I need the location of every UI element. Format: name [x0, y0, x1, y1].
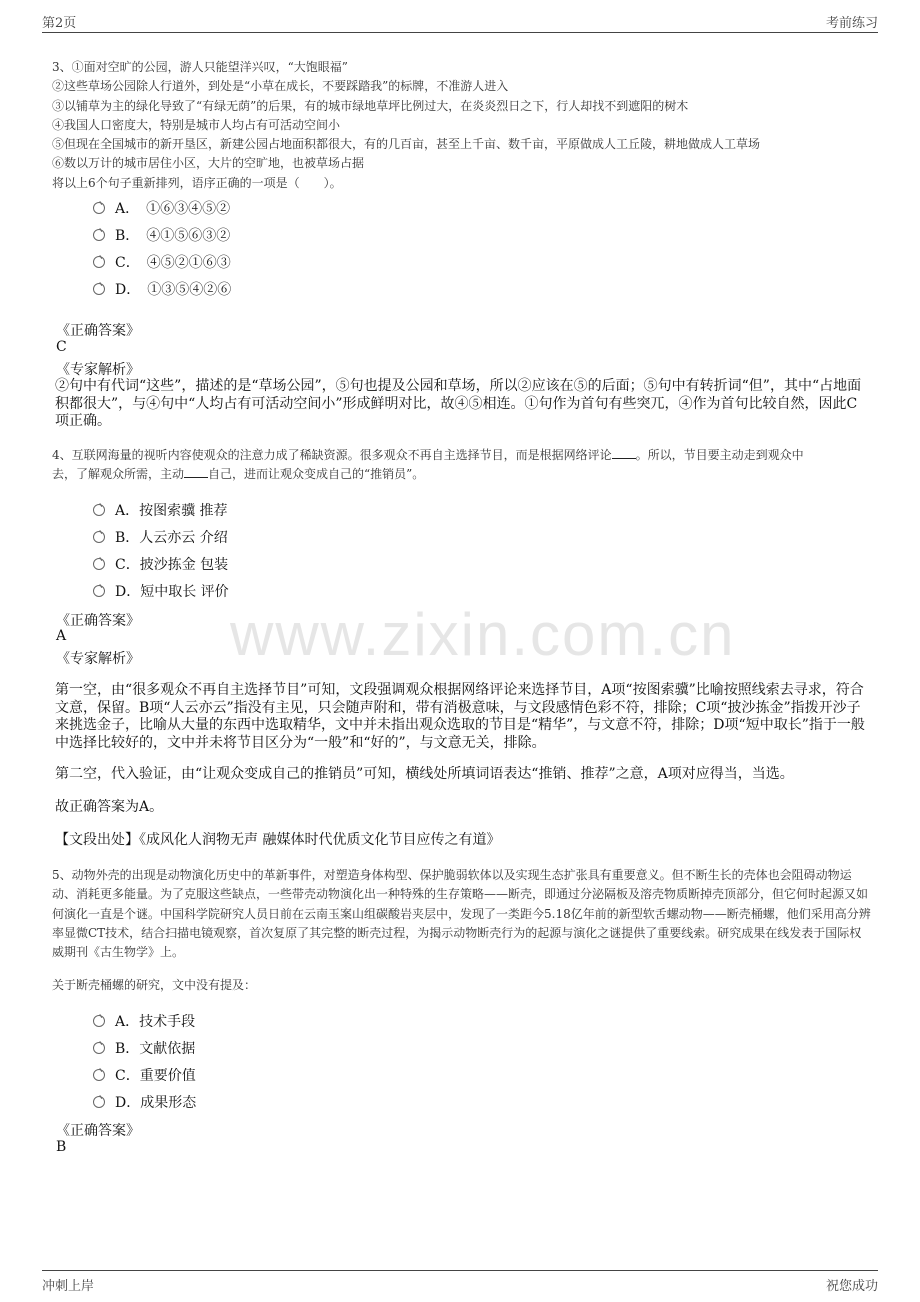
q3-option-c[interactable]: [93, 252, 231, 274]
option-label: A．按图索骥 推荐: [115, 503, 228, 519]
radio-icon[interactable]: [93, 531, 105, 543]
q4-analysis-para1: 第一空，由“很多观众不再自主选择节目”可知，文段强调观众根据网络评论来选择节目，A项“按图索骥”比喻按照线索去寻求，符合文意，保留。B项“人云亦云”指没有主见，只会随声附和，带有消极意味，与文段感情色彩不符，排除；C项“披沙拣金”指拨开沙子来挑选金子，比喻从大量的东西中选取精华，文中并未指出观众选取的节目是“精华”，与文意不符，排除；D项“短中取长”指于一般中选择比较好的，文中并未将节目区分为“一般”和“好的”，与文意无关，排除。: [55, 682, 865, 751]
header-title: 考前练习: [825, 16, 878, 31]
option-label: A． ①⑥③④⑤②: [115, 201, 231, 217]
q4-analysis-para2: 第二空，代入验证，由“让观众变成自己的推销员”可知，横线处所填词语表达“推销、推荐”之意，A项对应得当，当选。: [55, 766, 794, 782]
radio-icon[interactable]: [93, 1015, 105, 1027]
q3-answer: C: [56, 339, 67, 355]
q4-text: 。所以，节目要主动走到观众中: [635, 448, 804, 462]
q4-option-a[interactable]: [93, 500, 228, 522]
q5-answer-label: 《正确答案》: [56, 1123, 140, 1139]
q4-text: 4、互联网海量的视听内容使观众的注意力成了稀缺资源。很多观众不再自主选择节目，而是根据网络评论: [52, 448, 612, 462]
q3-line: ⑤但现在全国城市的新开垦区，新建公园占地面积都很大，有的几百亩，甚至上千亩、数千亩，平原做成人工丘陵，耕地做成人工草场: [52, 137, 761, 152]
q3-line: ⑥数以万计的城市居住小区，大片的空旷地，也被草场占据: [52, 156, 365, 171]
page-header: [42, 10, 878, 33]
q5-passage: 5、动物外壳的出现是动物演化历史中的革新事件，对塑造身体构型、保护脆弱软体以及实现生态扩张具有重要意义。但不断生长的壳体也会阻碍动物运动、消耗更多能量。为了克服这些缺点，一些带壳动物演化出一种特殊的生存策略——断壳，即通过分泌隔板及溶壳物质断掉壳顶部分，但它何时起源又如何演化一直是个谜。中国科学院研究人员日前在云南玉案山组碳酸岩夹层中，发现了一类距今5.18亿年前的新型软舌螺动物——断壳桶螺，他们采用高分辨率显微CT技术，结合扫描电镜观察，首次复原了其完整的断壳过程，为揭示动物断壳行为的起源与演化之谜提供了重要线索。研究成果在线发表于国际权威期刊《古生物学》上。: [52, 868, 871, 960]
radio-icon[interactable]: [93, 283, 105, 295]
radio-icon[interactable]: [93, 1069, 105, 1081]
q3-question: 将以上6个句子重新排列，语序正确的一项是（ ）。: [52, 175, 342, 190]
q3-option-b[interactable]: [93, 225, 230, 247]
q4-option-d[interactable]: [93, 581, 229, 603]
option-label: C．披沙拣金 包装: [115, 557, 229, 573]
q4-answer: A: [56, 628, 67, 644]
q4-stem: [52, 446, 872, 485]
q3-line: ④我国人口密度大，特别是城市人均占有可活动空间小: [52, 117, 341, 132]
radio-icon[interactable]: [93, 558, 105, 570]
option-label: D．成果形态: [115, 1095, 197, 1111]
radio-icon[interactable]: [93, 229, 105, 241]
footer-left-text: 冲刺上岸: [42, 1279, 95, 1294]
q4-analysis-para3: 故正确答案为A。: [55, 799, 164, 815]
q5-question: 关于断壳桶螺的研究，文中没有提及：: [52, 978, 257, 992]
q4-option-b[interactable]: [93, 527, 228, 549]
option-label: C．重要价值: [115, 1068, 196, 1084]
radio-icon[interactable]: [93, 202, 105, 214]
q5-option-a[interactable]: [93, 1011, 195, 1033]
q4-source: 【文段出处】《成风化人润物无声 融媒体时代优质文化节目应传之有道》: [55, 832, 501, 848]
option-label: A．技术手段: [115, 1014, 196, 1030]
q4-text: 去，了解观众所需，主动: [52, 467, 185, 482]
q3-analysis: ②句中有代词“这些”，描述的是“草场公园”，⑤句也提及公园和草场，所以②应该在⑤的后面；⑤句中有转折词“但”，其中“占地面积都很大”，与④句中“人均占有可活动空间小”形成鲜明对比，故④⑤相连。①句作为首句有些突兀，④作为首句比较自然，因此C项正确。: [55, 378, 862, 429]
radio-icon[interactable]: [93, 585, 105, 597]
q4-text: 自己，进而让观众变成自己的“推销员”。: [208, 467, 425, 482]
option-label: B． ④①⑤⑥③②: [115, 228, 231, 244]
fill-blank: [184, 465, 208, 478]
q3-analysis-label: 《专家解析》: [56, 362, 140, 378]
q3-answer-label: 《正确答案》: [56, 323, 140, 339]
radio-icon[interactable]: [93, 256, 105, 268]
page-footer: [42, 1270, 878, 1297]
radio-icon[interactable]: [93, 1042, 105, 1054]
footer-right-text: 祝您成功: [825, 1279, 878, 1294]
option-label: C． ④⑤②①⑥③: [115, 255, 231, 271]
q5-answer: B: [56, 1139, 67, 1155]
option-label: B．人云亦云 介绍: [115, 530, 228, 546]
q3-stem: [52, 58, 872, 193]
radio-icon[interactable]: [93, 1096, 105, 1108]
q3-option-a[interactable]: [93, 198, 230, 220]
q4-option-c[interactable]: [93, 554, 228, 576]
q5-option-d[interactable]: [93, 1092, 196, 1114]
q5-option-b[interactable]: [93, 1038, 195, 1060]
q3-line: ③以铺草为主的绿化导致了“有绿无荫”的后果，有的城市绿地草坪比例过大，在炎炎烈日之下，行人却找不到遮阳的树木: [52, 98, 689, 113]
radio-icon[interactable]: [93, 504, 105, 516]
q4-analysis-label: 《专家解析》: [56, 651, 140, 667]
page-number: 第2页: [42, 16, 77, 31]
option-label: D．短中取长 评价: [115, 584, 229, 600]
fill-blank: [612, 446, 636, 459]
q3-line: ②这些草场公园除人行道外，到处是“小草在成长，不要踩踏我”的标牌，不准游人进入: [52, 79, 509, 94]
q3-option-d[interactable]: [93, 279, 231, 301]
watermark: www.zixin.com.cn: [230, 601, 736, 668]
q4-answer-label: 《正确答案》: [56, 613, 140, 629]
option-label: D． ①③⑤④②⑥: [115, 282, 232, 298]
q3-line: 3、①面对空旷的公园，游人只能望洋兴叹，“大饱眼福”: [52, 60, 348, 74]
q5-option-c[interactable]: [93, 1065, 196, 1087]
option-label: B．文献依据: [115, 1041, 196, 1057]
